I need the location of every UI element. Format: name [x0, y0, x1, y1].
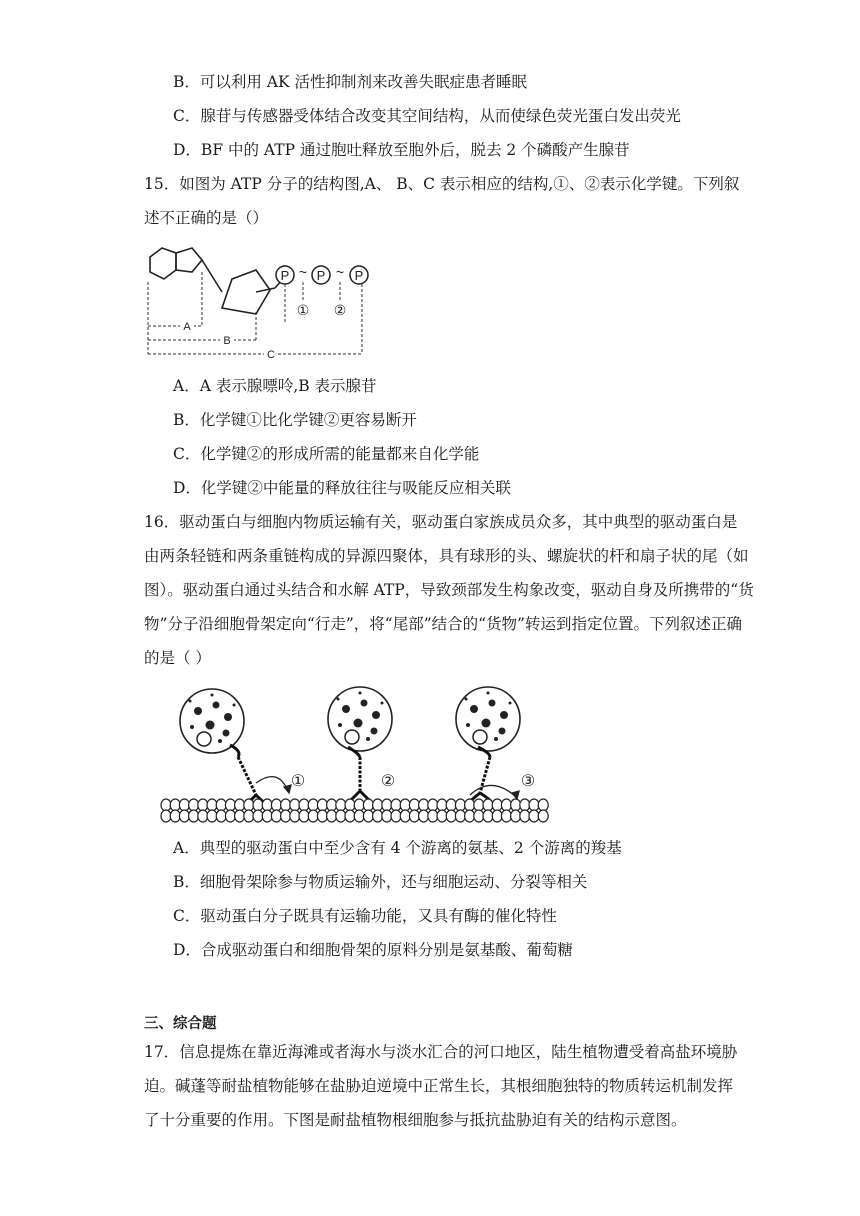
tubulin-subunit — [170, 799, 180, 811]
tubulin-subunit — [253, 799, 263, 811]
q17-stem-line-1: 17．信息提炼在靠近海滩或者海水与淡水汇合的河口地区，陆生植物遭受着高盐环境胁 — [144, 1043, 738, 1061]
tubulin-subunit — [529, 799, 539, 811]
tubulin-subunit — [446, 799, 456, 811]
q15-option-b: B．化学键①比化学键②更容易断开 — [173, 411, 417, 429]
bond-label-2: ② — [333, 304, 347, 319]
tubulin-subunit — [161, 810, 171, 822]
label-c: C — [267, 349, 275, 361]
tubulin-subunit — [317, 810, 327, 822]
tubulin-subunit — [474, 810, 484, 822]
high-energy-bond-1: ~ — [298, 264, 308, 280]
q16-option-b: B．细胞骨架除参与物质运输外，还与细胞运动、分裂等相关 — [173, 873, 588, 891]
tubulin-subunit — [336, 810, 346, 822]
bond-label-1: ① — [296, 304, 310, 319]
tubulin-subunit — [465, 810, 475, 822]
q14-option-b: B．可以利用 AK 活性抑制剂来改善失眠症患者睡眠 — [173, 73, 528, 91]
tubulin-subunit — [235, 810, 245, 822]
tubulin-subunit — [428, 799, 438, 811]
tubulin-subunit — [492, 799, 502, 811]
q16-option-c: C．驱动蛋白分子既具有运输功能，又具有酶的催化特性 — [173, 907, 557, 925]
tubulin-subunit — [529, 810, 539, 822]
tubulin-subunit — [483, 810, 493, 822]
tubulin-subunit — [391, 799, 401, 811]
tubulin-subunit — [400, 810, 410, 822]
tubulin-subunit — [483, 799, 493, 811]
q15-option-d: D．化学键②中能量的释放往往与吸能反应相关联 — [173, 479, 511, 497]
q15-option-a: A．A 表示腺嘌呤,B 表示腺苷 — [173, 377, 377, 395]
tubulin-subunit — [373, 799, 383, 811]
tubulin-subunit — [189, 810, 199, 822]
tubulin-subunit — [225, 799, 235, 811]
tubulin-subunit — [492, 810, 502, 822]
q16-stem-line-2: 由两条轻链和两条重链构成的异源四聚体，具有球形的头、螺旋状的杆和扇子状的尾（如 — [144, 547, 749, 565]
cargo-2 — [328, 687, 392, 751]
tubulin-subunit — [538, 799, 548, 811]
tubulin-subunit — [216, 810, 226, 822]
ribose-pentagon — [222, 270, 270, 314]
label-b: B — [223, 335, 231, 347]
high-energy-bond-2: ~ — [335, 264, 345, 280]
tubulin-subunit — [179, 810, 189, 822]
phosphate-label-3: P — [354, 268, 364, 283]
tubulin-subunit — [308, 799, 318, 811]
phosphate-label-1: P — [280, 268, 290, 283]
q16-stem-line-5: 的是（ ） — [144, 649, 211, 667]
purine-six-ring — [150, 248, 176, 279]
q14-option-c: C．腺苷与传感器受体结合改变其空间结构，从而使绿色荧光蛋白发出荧光 — [173, 107, 681, 125]
tubulin-subunit — [244, 799, 254, 811]
tubulin-subunit — [511, 799, 521, 811]
tubulin-subunit — [290, 799, 300, 811]
q15-option-c: C．化学键②的形成所需的能量都来自化学能 — [173, 445, 480, 463]
tubulin-subunit — [317, 799, 327, 811]
microtubule-track — [161, 799, 548, 822]
tubulin-subunit — [511, 810, 521, 822]
tubulin-subunit — [437, 810, 447, 822]
step-label-2: ② — [380, 773, 396, 790]
phosphate-label-2: P — [316, 268, 326, 283]
tubulin-subunit — [290, 810, 300, 822]
tubulin-subunit — [235, 799, 245, 811]
tubulin-subunit — [299, 799, 309, 811]
kinesin-walking-diagram — [160, 683, 552, 823]
tubulin-subunit — [308, 810, 318, 822]
tubulin-subunit — [281, 799, 291, 811]
tubulin-subunit — [520, 810, 530, 822]
tubulin-subunit — [336, 799, 346, 811]
cargo-1 — [180, 689, 244, 753]
tubulin-subunit — [400, 799, 410, 811]
atp-structure-diagram — [140, 242, 380, 362]
section-title: 三、综合题 — [144, 1016, 217, 1032]
q15-stem-line-1: 15．如图为 ATP 分子的结构图,A、 B、C 表示相应的结构,①、②表示化学键。下列叙 — [144, 175, 740, 193]
tubulin-subunit — [198, 810, 208, 822]
tubulin-subunit — [262, 799, 272, 811]
tubulin-subunit — [437, 799, 447, 811]
tubulin-subunit — [501, 799, 511, 811]
step-label-1: ① — [290, 773, 306, 790]
purine-five-ring — [176, 248, 202, 272]
tubulin-subunit — [271, 810, 281, 822]
tubulin-subunit — [244, 810, 254, 822]
tubulin-subunit — [428, 810, 438, 822]
q15-stem-line-2: 述不正确的是（） — [144, 209, 269, 227]
tubulin-subunit — [409, 810, 419, 822]
tubulin-subunit — [501, 810, 511, 822]
q16-stem-line-3: 图）。驱动蛋白通过头结合和水解 ATP，导致颈部发生构象改变，驱动自身及所携带的“货 — [144, 581, 754, 599]
tubulin-subunit — [474, 799, 484, 811]
q14-option-d: D．BF 中的 ATP 通过胞吐释放至胞外后，脱去 2 个磷酸产生腺苷 — [173, 141, 630, 159]
tubulin-subunit — [465, 799, 475, 811]
q16-option-d: D．合成驱动蛋白和细胞骨架的原料分别是氨基酸、葡萄糖 — [173, 941, 573, 959]
tubulin-subunit — [354, 799, 364, 811]
tubulin-subunit — [207, 799, 217, 811]
tubulin-subunit — [299, 810, 309, 822]
tubulin-subunit — [354, 810, 364, 822]
tubulin-subunit — [179, 799, 189, 811]
step-label-3: ③ — [520, 773, 536, 790]
q17-stem-line-3: 了十分重要的作用。下图是耐盐植物根细胞参与抵抗盐胁迫有关的结构示意图。 — [144, 1111, 687, 1129]
tubulin-subunit — [327, 810, 337, 822]
tubulin-subunit — [345, 810, 355, 822]
tubulin-subunit — [382, 810, 392, 822]
tubulin-subunit — [225, 810, 235, 822]
q16-option-a: A．典型的驱动蛋白中至少含有 4 个游离的氨基、2 个游离的羧基 — [173, 839, 622, 857]
tubulin-subunit — [455, 810, 465, 822]
q16-stem-line-1: 16．驱动蛋白与细胞内物质运输有关，驱动蛋白家族成员众多，其中典型的驱动蛋白是 — [144, 513, 738, 531]
tubulin-subunit — [419, 810, 429, 822]
tubulin-subunit — [170, 810, 180, 822]
tubulin-subunit — [189, 799, 199, 811]
tubulin-subunit — [271, 799, 281, 811]
tubulin-subunit — [455, 799, 465, 811]
tubulin-subunit — [446, 810, 456, 822]
tubulin-subunit — [409, 799, 419, 811]
tubulin-subunit — [345, 799, 355, 811]
cargo-3 — [456, 687, 520, 751]
tubulin-subunit — [520, 799, 530, 811]
q17-stem-line-2: 迫。碱蓬等耐盐植物能够在盐胁迫逆境中正常生长，其根细胞独特的物质转运机制发挥 — [144, 1077, 734, 1095]
tubulin-subunit — [391, 810, 401, 822]
tubulin-subunit — [538, 810, 548, 822]
tubulin-subunit — [363, 810, 373, 822]
tubulin-subunit — [198, 799, 208, 811]
tubulin-subunit — [161, 799, 171, 811]
tubulin-subunit — [262, 810, 272, 822]
q16-stem-line-4: 物”分子沿细胞骨架定向“行走”，将“尾部”结合的“货物”转运到指定位置。下列叙述正确 — [144, 615, 742, 633]
label-a: A — [183, 321, 191, 333]
tubulin-subunit — [327, 799, 337, 811]
tubulin-subunit — [253, 810, 263, 822]
tubulin-subunit — [207, 810, 217, 822]
tubulin-subunit — [382, 799, 392, 811]
tubulin-subunit — [373, 810, 383, 822]
tubulin-subunit — [281, 810, 291, 822]
tubulin-subunit — [216, 799, 226, 811]
tubulin-subunit — [363, 799, 373, 811]
tubulin-subunit — [419, 799, 429, 811]
